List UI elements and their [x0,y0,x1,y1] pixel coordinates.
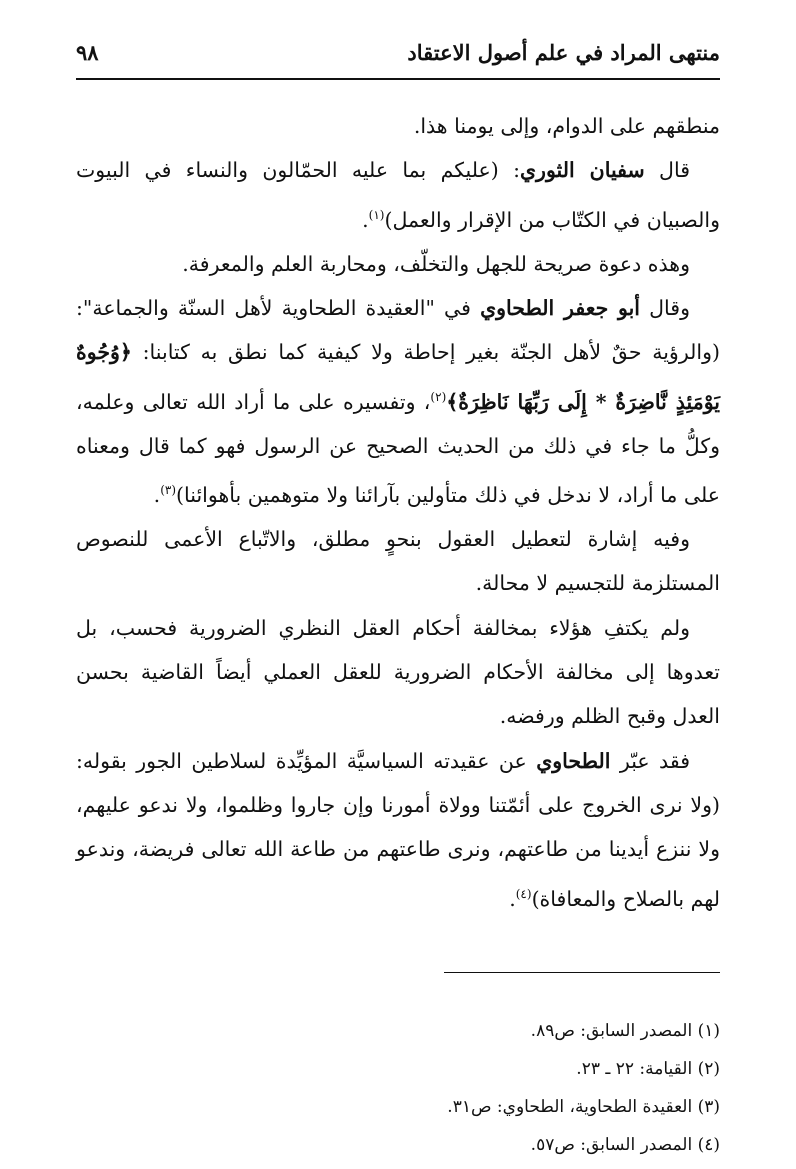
paragraph-5: وفيه إشارة لتعطيل العقول بنحوٍ مطلق، والاتّباع الأعمى للنصوص المستلزمة للتجسيم لا محالة. [76,527,720,596]
footnote-marker[interactable]: (٣) [160,483,177,498]
text-run: وقال [640,296,690,321]
header-rule [76,78,720,80]
footnote-marker[interactable]: (٢) [430,389,447,404]
quote-text: في "العقيدة الطحاوية لأهل السنّة والجماعة": (والرؤية حقٌ لأهل الجنّة بغير إحاطة ولا كيفية كما نطق به كتابنا: [76,296,720,365]
paragraph-4 [76,286,720,517]
footnote-separator [444,972,720,973]
page-header [76,32,720,72]
paragraph-7 [76,739,720,921]
quote-text: ، وتفسيره على ما أراد الله تعالى وعلمه، وكلُّ ما جاء في ذلك من الحديث الصحيح عن الرسول فهو كما قال ومعناه على ما أراد، لا ندخل في ذلك متأولين بآرائنا ولا متوهمين بأهوائنا) [76,389,720,507]
paragraph-3: وهذه دعوة صريحة للجهل والتخلّف، ومحاربة العلم والمعرفة. [182,251,690,276]
running-title: منتهى المراد في علم أصول الاعتقاد [407,39,720,65]
footnote-marker[interactable]: (٤) [515,886,532,901]
footnote-marker[interactable]: (١) [368,207,385,222]
text-run: . [509,886,516,911]
footnotes [76,1012,720,1164]
main-text [76,104,720,921]
footnote-4: (٤) المصدر السابق: ص٥٧. [530,1135,720,1155]
text-run: . [153,482,161,507]
person-name: أبو جعفر الطحاوي [480,296,641,321]
paragraph-2 [76,148,720,241]
person-name: سفيان الثوري [520,158,645,183]
text-run: فقد عبّر [610,748,690,773]
quote-text: عن عقيدته السياسيَّة المؤيِّدة لسلاطين الجور بقوله: (ولا نرى الخروج على أئمّتنا وولاة أمورنا وإن جاروا وظلموا، ولا ندعو عليهم، ولا ننزع أيدينا من طاعتهم، ونرى طاعتهم من طاعة الله تعالى فريضة، وندعو لهم بالصلاح والمعافاة) [76,748,720,911]
person-name: الطحاوي [536,748,611,773]
footnote-1: (١) المصدر السابق: ص٨٩. [530,1021,720,1041]
quran-verse: ﴿وُجُوهٌ يَوْمَئِذٍ نَّاضِرَةٌ * إِلَى رَبِّهَا نَاظِرَةٌ﴾ [76,340,720,414]
quote-text: : (عليكم بما عليه الحمّالون والنساء في البيوت والصبيان في الكتّاب من الإقرار والعمل) [76,158,720,232]
text-run: قال [644,158,690,183]
paragraph-1: منطقهم على الدوام، وإلى يومنا هذا. [413,114,720,138]
footnote-2: (٢) القيامة: ٢٢ ـ ٢٣. [576,1059,720,1079]
text-run: . [362,207,369,232]
paragraph-6: ولم يكتفِ هؤلاء بمخالفة أحكام العقل النظري الضرورية فحسب، بل تعدوها إلى مخالفة الأحكام الضرورية للعقل العملي أيضاً القاضية بحسن العدل وقبح الظلم ورفضه. [76,615,720,729]
page-number: ٩٨ [76,39,99,65]
footnote-3: (٣) العقيدة الطحاوية، الطحاوي: ص٣١. [447,1097,720,1117]
